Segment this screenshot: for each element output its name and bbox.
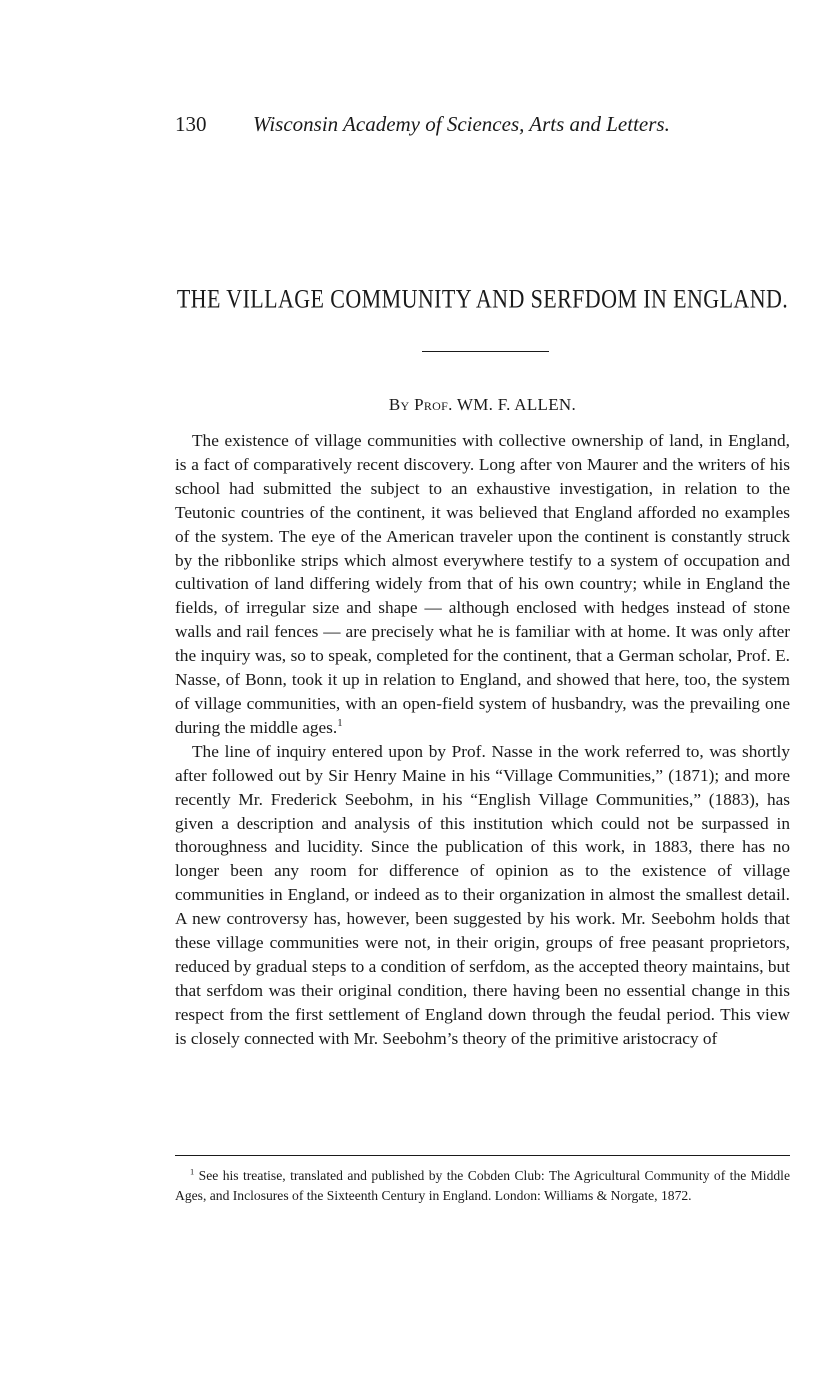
- journal-title: Wisconsin Academy of Sciences, Arts and Letters.: [253, 112, 670, 136]
- byline-prefix: By Prof.: [388, 395, 453, 414]
- footnote-reference: 1: [337, 717, 343, 730]
- footnote-marker: 1: [190, 1166, 195, 1177]
- running-head: [175, 112, 795, 137]
- byline: [175, 395, 790, 415]
- paragraph-text: The line of inquiry entered upon by Prof. Nasse in the work referred to, was shortly after followed out by Sir Henry Maine in his “Village Communities,” (1871); and more recently Mr. Frederick Seebohm, in his “English Village Communities,” (1883), has given a description and analysis of this institution which could not be surpassed in thoroughness and lucidity. Since the publication of this work, in 1883, there has no longer been any room for difference of opinion as to the existence of village communities in England, or indeed as to their organization in almost the smallest detail. A new controversy has, however, been suggested by his work. Mr. Seebohm holds that these village communities were not, in their origin, groups of free peasant proprietors, reduced by gradual steps to a condition of serfdom, as the accepted theory maintains, but that serfdom was their original condition, there having been no essential change in this respect from the first settlement of England down through the feudal period. This view is closely connected with Mr. Seebohm’s theory of the primitive aristocracy of: [175, 741, 790, 1048]
- author-name: WM. F. ALLEN.: [456, 395, 577, 414]
- footnote-divider: [175, 1155, 790, 1156]
- footnote-text: See his treatise, translated and published by the Cobden Club: The Agricultural Community of the Middle Ages, and Inclosures of the Sixteenth Century in England. London: Williams & Norgate, 1872.: [175, 1168, 790, 1203]
- footnote: [175, 1166, 790, 1206]
- paragraph-text: The existence of village communities with collective ownership of land, in England, is a fact of comparatively recent discovery. Long after von Maurer and the writers of his school had submitted the subject to an exhaustive investigation, in relation to the Teutonic countries of the continent, it was believed that England afforded no examples of the system. The eye of the American traveler upon the continent is constantly struck by the ribbonlike strips which almost everywhere testify to a system of occupation and cultivation of land differing widely from that of his own country; while in England the fields, of irregular size and shape — although enclosed with hedges instead of stone walls and rail fences — are precisely what he is familiar with at home. It was only after the inquiry was, so to speak, completed for the continent, that a German scholar, Prof. E. Nasse, of Bonn, took it up in relation to England, and showed that here, too, the system of village communities, with an open-field system of husbandry, was the prevailing one during the middle ages.: [175, 431, 790, 737]
- body-paragraph: [175, 740, 790, 1051]
- body-paragraph: [175, 429, 790, 740]
- title-divider: [422, 351, 549, 352]
- page-number: 130: [175, 112, 207, 136]
- article-body: [175, 429, 790, 1051]
- article-title: THE VILLAGE COMMUNITY AND SERFDOM IN ENGLAND.: [176, 284, 789, 314]
